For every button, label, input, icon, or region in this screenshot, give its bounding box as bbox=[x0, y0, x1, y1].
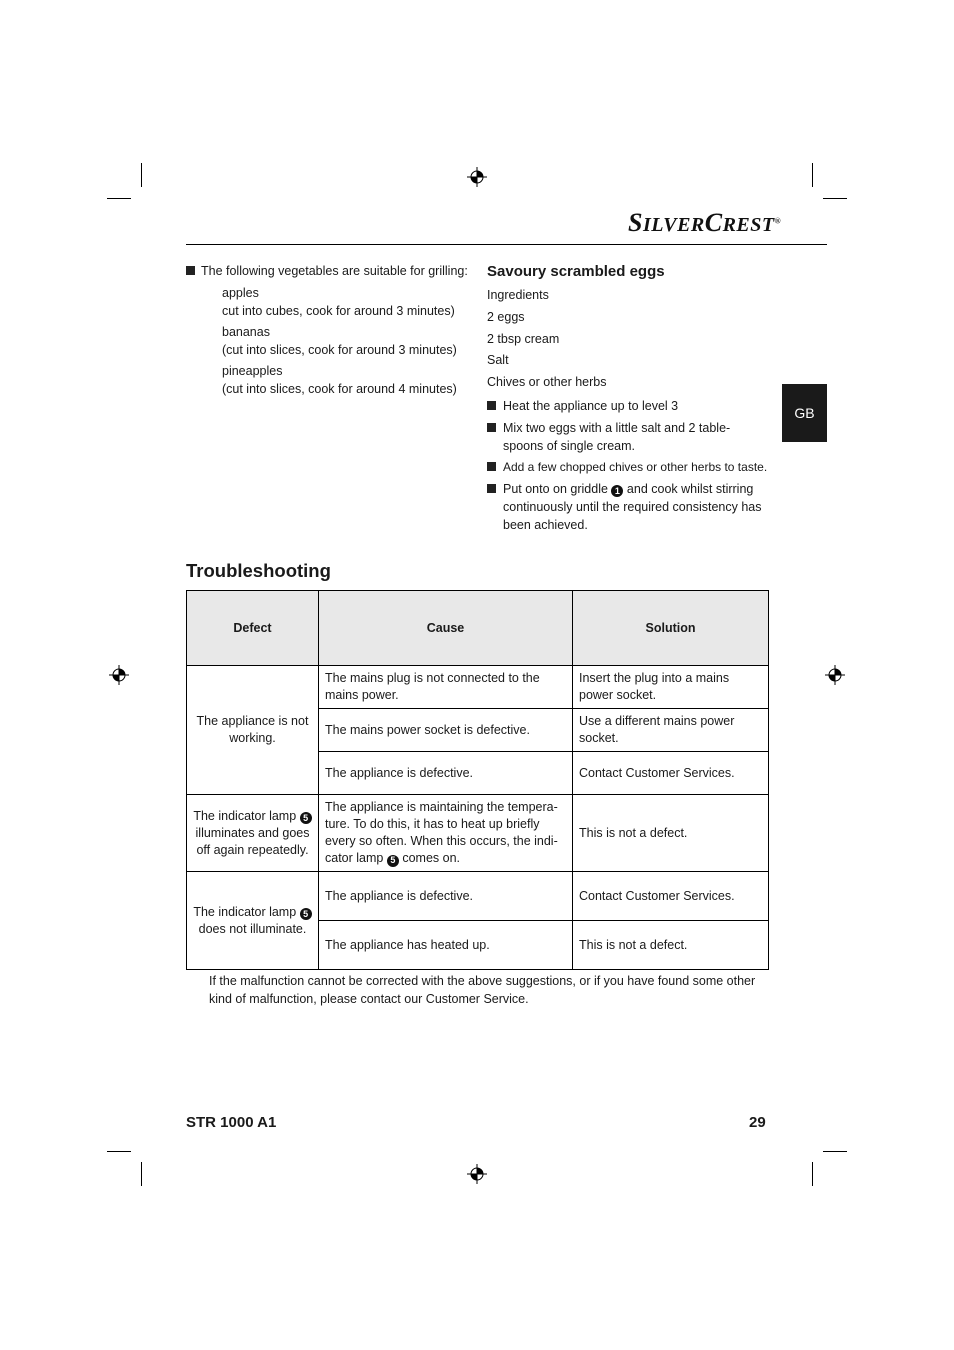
table-header-row bbox=[187, 591, 769, 666]
solution-cell: This is not a defect. bbox=[573, 795, 769, 872]
cause-cell: The appliance is maintaining the tempera-ture. To do this, it has to heat up briefly every so often. When this occurs, the indi-cator lamp 5 comes on. bbox=[319, 795, 573, 872]
cause-cell: The appliance is defective. bbox=[319, 752, 573, 795]
solution-cell: Contact Customer Services. bbox=[573, 872, 769, 921]
crop-mark bbox=[107, 198, 131, 199]
registration-mark-icon bbox=[825, 665, 845, 685]
cause-cell: The appliance is defective. bbox=[319, 872, 573, 921]
cause-cell: The mains plug is not connected to the mains power. bbox=[319, 666, 573, 709]
table-row bbox=[187, 795, 769, 872]
indicator-lamp-marker: 5 bbox=[387, 855, 399, 867]
vegetable-item: apples cut into cubes, cook for around 3 minutes) bbox=[222, 286, 455, 318]
recipe-step: Heat the appliance up to level 3 bbox=[487, 397, 777, 415]
section-title: Troubleshooting bbox=[186, 560, 331, 581]
language-tab: GB bbox=[782, 384, 827, 442]
defect-cell: The indicator lamp 5 illuminates and goes off again repeatedly. bbox=[187, 795, 319, 872]
recipe-title: Savoury scrambled eggs bbox=[487, 263, 665, 280]
crop-mark bbox=[823, 1151, 847, 1152]
crop-mark bbox=[812, 1162, 813, 1186]
ingredients-heading: Ingredients bbox=[487, 288, 549, 302]
model-number: STR 1000 A1 bbox=[186, 1114, 277, 1131]
defect-cell: The appliance is not working. bbox=[187, 666, 319, 795]
griddle-marker: 1 bbox=[611, 485, 623, 497]
recipe-step: Mix two eggs with a little salt and 2 table-spoons of single cream. bbox=[487, 419, 749, 455]
column-header: Solution bbox=[573, 591, 769, 666]
column-header: Defect bbox=[187, 591, 319, 666]
solution-cell: Contact Customer Services. bbox=[573, 752, 769, 795]
ingredient-item: 2 tbsp cream bbox=[487, 332, 560, 346]
solution-cell: Use a different mains power socket. bbox=[573, 709, 769, 752]
crop-mark bbox=[823, 198, 847, 199]
ingredient-item: Salt bbox=[487, 353, 509, 367]
indicator-lamp-marker: 5 bbox=[300, 812, 312, 824]
registration-mark-icon bbox=[467, 1164, 487, 1184]
troubleshooting-footnote: If the malfunction cannot be corrected with the above suggestions, or if you have found some other kind of malfunction, please contact our Customer Service. bbox=[209, 974, 756, 1006]
header-rule bbox=[186, 244, 827, 245]
cause-cell: The appliance has heated up. bbox=[319, 921, 573, 970]
table-row bbox=[187, 872, 769, 921]
crop-mark bbox=[141, 163, 142, 187]
ingredient-item: 2 eggs bbox=[487, 310, 525, 324]
cause-cell: The mains power socket is defective. bbox=[319, 709, 573, 752]
registration-mark-icon bbox=[109, 665, 129, 685]
recipe-step: Add a few chopped chives or other herbs to taste. bbox=[487, 458, 777, 476]
solution-cell: Insert the plug into a mains power socket. bbox=[573, 666, 769, 709]
page-number: 29 bbox=[749, 1114, 766, 1131]
crop-mark bbox=[107, 1151, 131, 1152]
vegetable-item: bananas (cut into slices, cook for around 3 minutes) bbox=[222, 325, 457, 357]
defect-cell: The indicator lamp 5 does not illuminate. bbox=[187, 872, 319, 970]
troubleshooting-table bbox=[186, 590, 769, 970]
table-row bbox=[187, 666, 769, 709]
crop-mark bbox=[812, 163, 813, 187]
crop-mark bbox=[141, 1162, 142, 1186]
solution-cell: This is not a defect. bbox=[573, 921, 769, 970]
recipe-step: Put onto on griddle 1 and cook whilst stirring continuously until the required consistency has been achieved. bbox=[487, 480, 767, 534]
indicator-lamp-marker: 5 bbox=[300, 908, 312, 920]
vegetable-item: pineapples (cut into slices, cook for around 4 minutes) bbox=[222, 364, 457, 396]
vegetables-intro: The following vegetables are suitable for grilling: bbox=[186, 262, 476, 280]
brand-logo: SILVERCREST® bbox=[628, 208, 782, 237]
column-header: Cause bbox=[319, 591, 573, 666]
ingredient-item: Chives or other herbs bbox=[487, 375, 607, 389]
registration-mark-icon bbox=[467, 167, 487, 187]
